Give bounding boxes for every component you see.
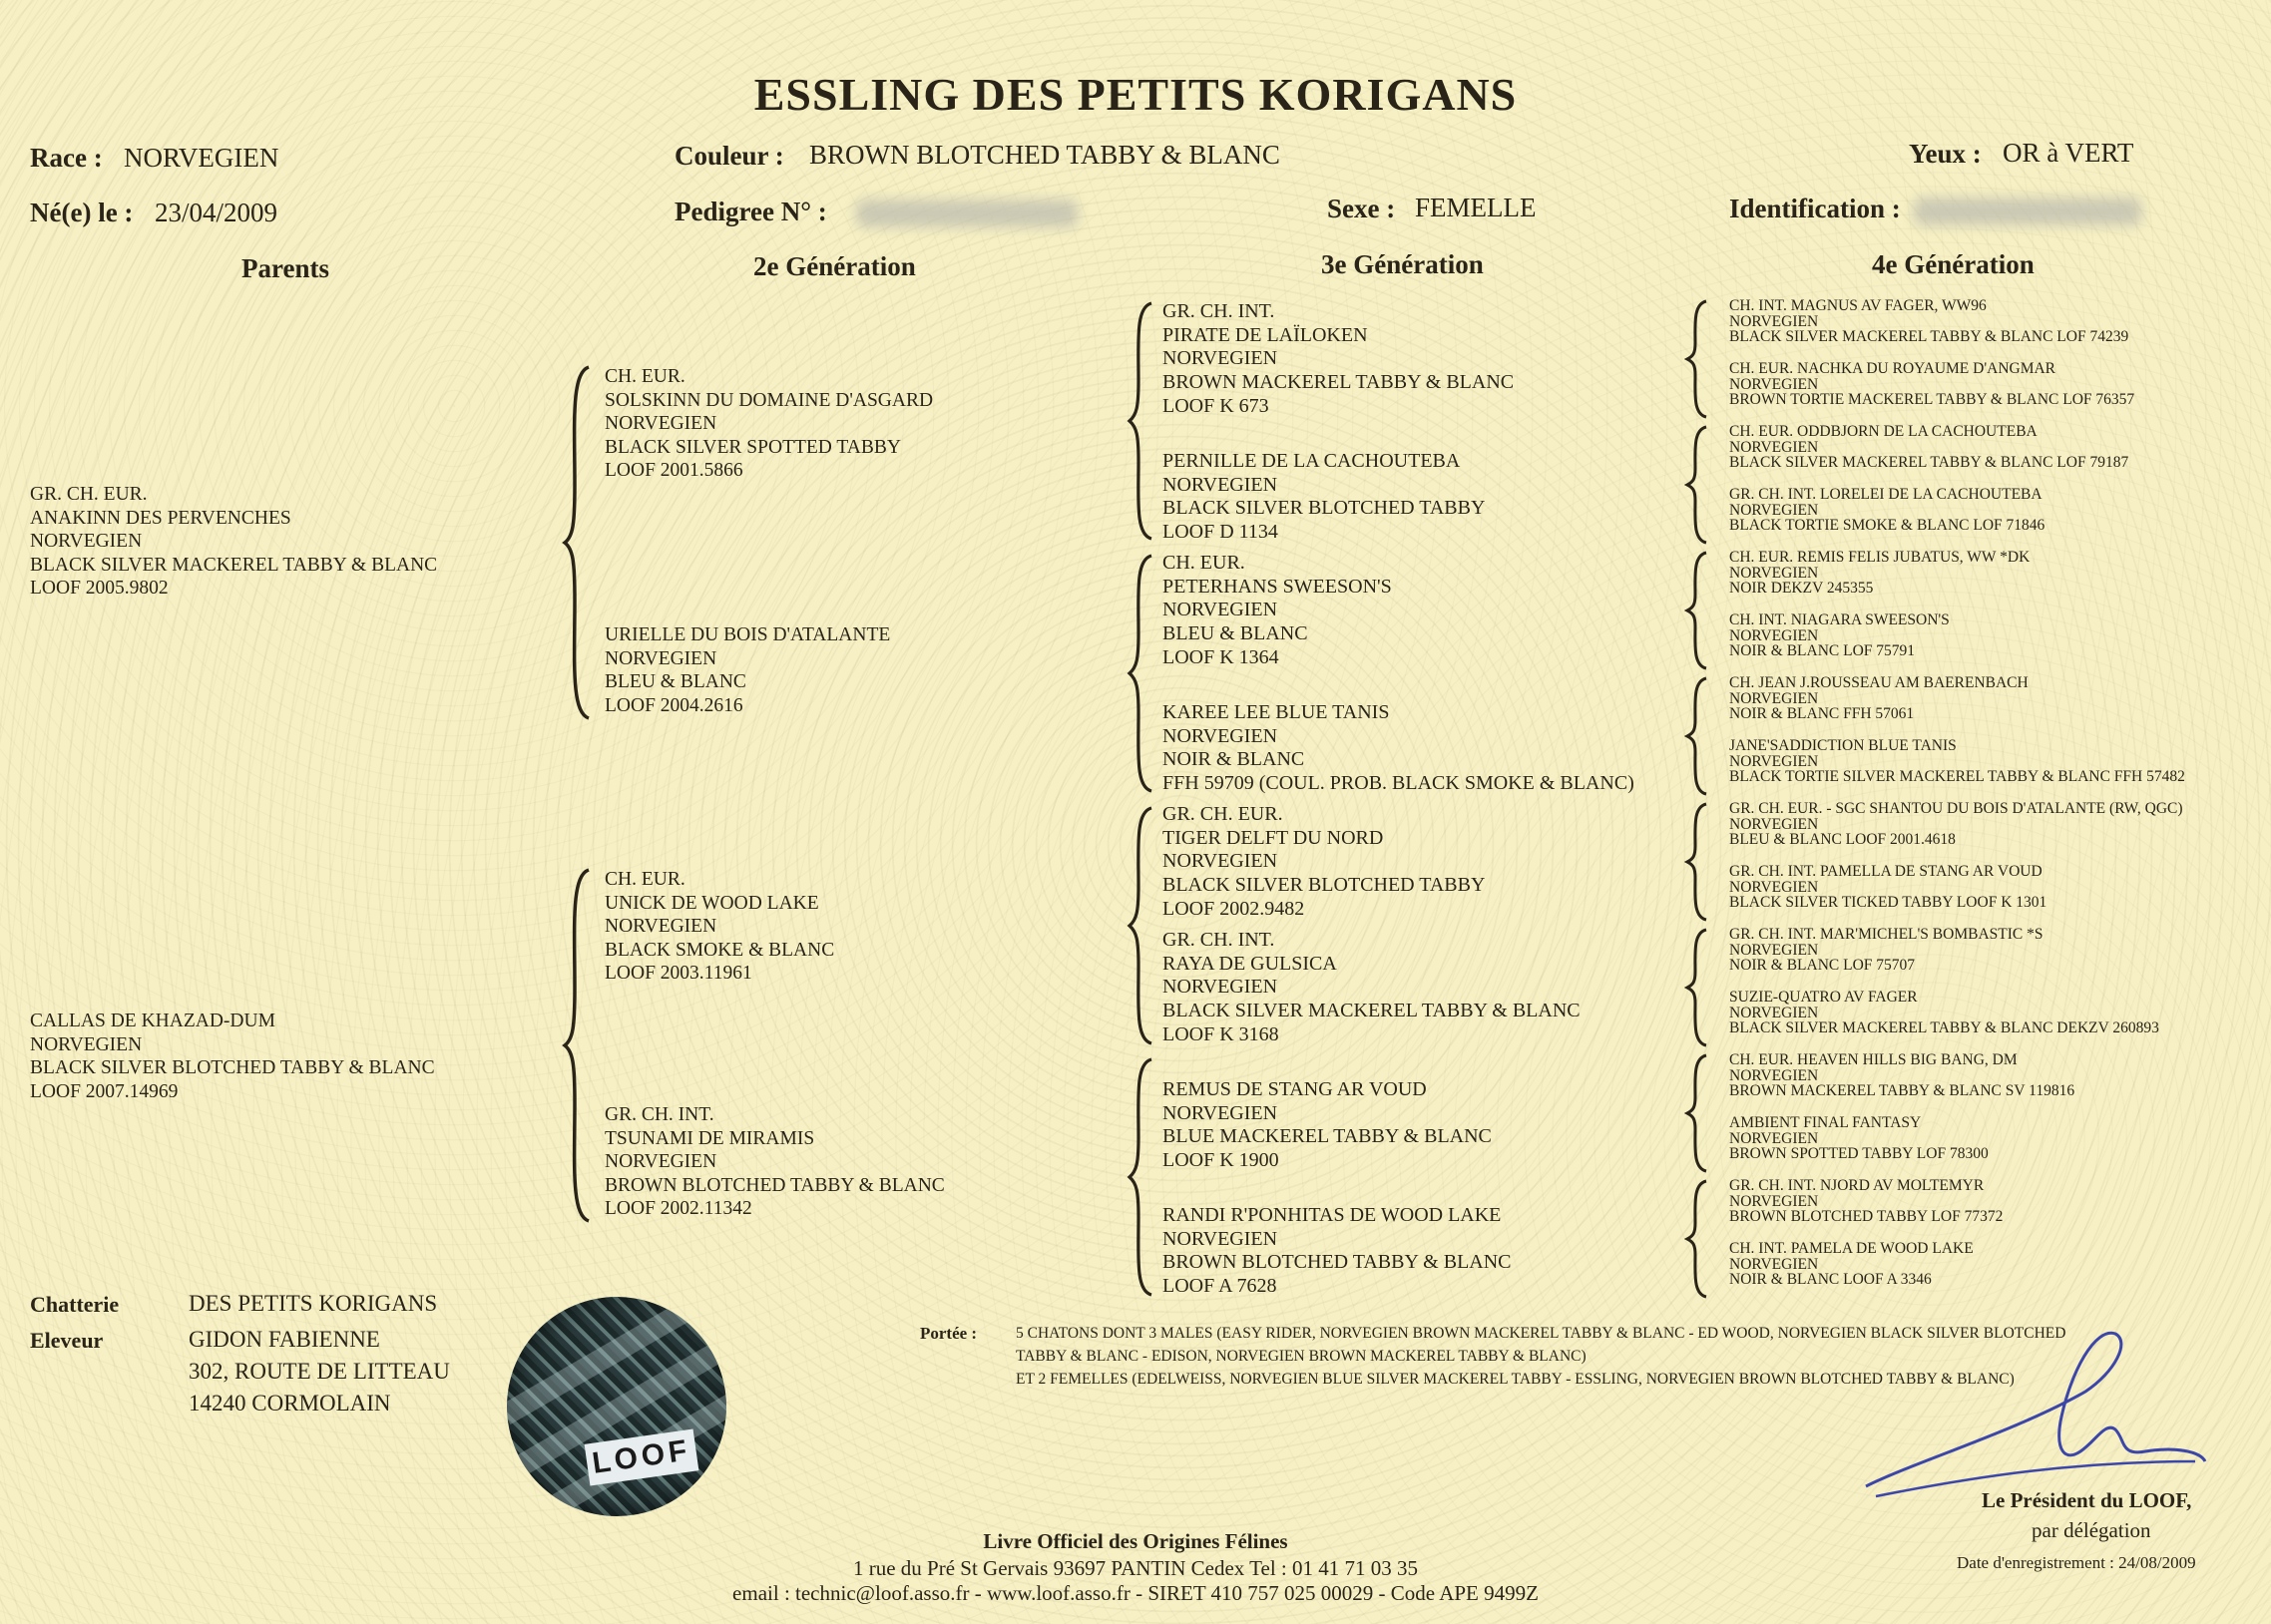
gen4-entry — [1729, 1178, 2003, 1225]
cat-name-title: ESSLING DES PETITS KORIGANS — [753, 69, 1518, 120]
race-value: NORVEGIEN — [124, 143, 279, 173]
entry-line: TSUNAMI DE MIRAMIS — [605, 1127, 815, 1149]
entry-line: PERNILLE DE LA CACHOUTEBA — [1162, 450, 1461, 472]
gen4-entry — [1729, 361, 2134, 408]
entry-line: NORVEGIEN — [1162, 1101, 1278, 1124]
entry-line: BLACK SILVER MACKEREL TABBY & BLANC LOF 74239 — [1729, 328, 2129, 346]
entry-line: LOOF 2005.9802 — [30, 578, 169, 599]
hologram-seal — [507, 1297, 726, 1516]
sexe-label: Sexe : — [1327, 194, 1396, 223]
entry-line: GR. CH. INT. LORELEI DE LA CACHOUTEBA — [1729, 486, 2043, 503]
entry-line: NORVEGIEN — [1162, 599, 1278, 621]
entry-line: BLACK SMOKE & BLANC — [605, 939, 835, 961]
gen3-brace — [1126, 806, 1155, 1045]
entry-line: PETERHANS SWEESON'S — [1162, 575, 1392, 598]
entry-line: NORVEGIEN — [1162, 976, 1278, 999]
gen4-entry — [1729, 1115, 1989, 1162]
entry-line: NORVEGIEN — [1729, 626, 1819, 644]
entry-line: LOOF K 673 — [1162, 394, 1269, 417]
portee-femelles: ET 2 FEMELLES (EDELWEISS, NORVEGIEN BLUE SILVER MACKEREL TABBY - ESSLING, NORVEGIEN BROWN BLOTCHED TABBY & BLANC) — [1016, 1371, 2015, 1388]
entry-line: NORVEGIEN — [1162, 347, 1278, 370]
entry-line: GR. CH. INT. — [1162, 929, 1275, 951]
yeux-label: Yeux : — [1909, 139, 1982, 169]
gen4-entry — [1729, 801, 2183, 848]
entry-line: CH. JEAN J.ROUSSEAU AM BAERENBACH — [1729, 674, 2029, 691]
entry-line: NORVEGIEN — [1162, 473, 1278, 496]
pedigree-number-label: Pedigree N° : — [675, 197, 827, 226]
gen3-brace — [1126, 1057, 1155, 1297]
entry-line: TIGER DELFT DU NORD — [1162, 826, 1384, 849]
entry-line: NORVEGIEN — [1729, 815, 1819, 833]
chatterie-value: DES PETITS KORIGANS — [189, 1291, 438, 1316]
yeux-value: OR à VERT — [2003, 138, 2134, 168]
entry-line: NORVEGIEN — [30, 1033, 143, 1055]
entry-line: LOOF 2007.14969 — [30, 1080, 179, 1102]
entry-line: GR. CH. INT. PAMELLA DE STANG AR VOUD — [1729, 863, 2043, 880]
entry-line: GR. CH. INT. NJORD AV MOLTEMYR — [1729, 1177, 1985, 1194]
entry-line: FFH 59709 (COUL. PROB. BLACK SMOKE & BLANC) — [1162, 772, 1634, 795]
entry-line: BLACK SILVER BLOTCHED TABBY — [1162, 874, 1486, 897]
entry-line: NORVEGIEN — [1729, 1129, 1819, 1147]
entry-line: BLACK TORTIE SMOKE & BLANC LOF 71846 — [1729, 517, 2045, 535]
entry-line: UNICK DE WOOD LAKE — [605, 892, 819, 914]
gen3-entry — [1162, 300, 1514, 419]
entry-line: AMBIENT FINAL FANTASY — [1729, 1114, 1922, 1131]
gen2-brace-dam — [561, 868, 593, 1223]
gen2-entry — [605, 365, 933, 483]
entry-line: NORVEGIEN — [1729, 564, 1819, 582]
entry-line: SUZIE-QUATRO AV FAGER — [1729, 989, 1918, 1006]
entry-line: BLACK SILVER MACKEREL TABBY & BLANC LOF 79187 — [1729, 454, 2129, 472]
president-title: Le Président du LOOF, — [1982, 1488, 2192, 1512]
entry-line: NORVEGIEN — [1729, 1004, 1819, 1021]
registration-date: Date d'enregistrement : 24/08/2009 — [1957, 1553, 2196, 1572]
entry-line: LOOF D 1134 — [1162, 521, 1278, 544]
redacted-pedigree-number — [856, 200, 1078, 227]
gen3-entry — [1162, 552, 1392, 670]
entry-line: BLACK SILVER BLOTCHED TABBY & BLANC — [30, 1057, 435, 1078]
entry-line: NORVEGIEN — [1729, 438, 1819, 456]
entry-line: BLEU & BLANC — [605, 671, 746, 692]
org-address: 1 rue du Pré St Gervais 93697 PANTIN Cedex Tel : 01 41 71 03 35 — [852, 1556, 1419, 1580]
gen4-brace — [1684, 425, 1710, 545]
entry-line: LOOF A 7628 — [1162, 1275, 1277, 1298]
portee-males: 5 CHATONS DONT 3 MALES (EASY RIDER, NORVEGIEN BROWN MACKEREL TABBY & BLANC - ED WOOD, NORVEGIEN BLACK SILVER BLOTCHED TABBY & BLANC - EDISON, NORVEGIEN BROWN MACKEREL TABBY & BLANC) — [1016, 1325, 2066, 1365]
seal-text: LOOF — [585, 1429, 699, 1486]
entry-line: BROWN BLOTCHED TABBY & BLANC — [1162, 1251, 1512, 1274]
race-label: Race : — [30, 143, 103, 173]
gen3-brace — [1126, 301, 1155, 541]
entry-line: BLACK TORTIE SILVER MACKEREL TABBY & BLANC FFH 57482 — [1729, 768, 2185, 786]
gen3-entry — [1162, 1078, 1492, 1173]
address-line: 302, ROUTE DE LITTEAU — [189, 1359, 450, 1384]
entry-line: BROWN MACKEREL TABBY & BLANC — [1162, 371, 1515, 394]
entry-line: NOIR & BLANC LOF 75707 — [1729, 957, 1916, 975]
gen4-entry — [1729, 864, 2046, 911]
entry-line: CH. EUR. — [605, 366, 685, 387]
entry-line: NORVEGIEN — [1729, 501, 1819, 519]
entry-line: NORVEGIEN — [1729, 1255, 1819, 1273]
eleveur-name: GIDON FABIENNE — [189, 1327, 380, 1352]
entry-line: BLEU & BLANC — [1162, 622, 1308, 645]
entry-line: RAYA DE GULSICA — [1162, 952, 1337, 975]
gen4-entry — [1729, 424, 2128, 471]
president-signature — [1856, 1312, 2215, 1511]
entry-line: LOOF 2004.2616 — [605, 694, 743, 716]
gen3-heading: 3e Génération — [1321, 249, 1484, 279]
entry-line: LOOF K 3168 — [1162, 1022, 1279, 1045]
entry-line: NORVEGIEN — [605, 647, 717, 669]
gen4-entry — [1729, 675, 2029, 722]
entry-line: LOOF 2002.9482 — [1162, 897, 1305, 920]
gen4-brace — [1684, 1053, 1710, 1173]
entry-line: NORVEGIEN — [1162, 724, 1278, 747]
entry-line: RANDI R'PONHITAS DE WOOD LAKE — [1162, 1204, 1502, 1226]
entry-line: NORVEGIEN — [605, 413, 717, 434]
entry-line: GR. CH. EUR. - SGC SHANTOU DU BOIS D'ATALANTE (RW, QGC) — [1729, 800, 2183, 817]
parents-heading: Parents — [241, 253, 329, 283]
entry-line: JANE'SADDICTION BLUE TANIS — [1729, 737, 1957, 754]
gen4-entry — [1729, 298, 2128, 345]
gen4-entry — [1729, 990, 2159, 1036]
entry-line: CH. EUR. ODDBJORN DE LA CACHOUTEBA — [1729, 423, 2038, 440]
entry-line: NOIR DEKZV 245355 — [1729, 580, 1874, 598]
entry-line: LOOF 2003.11961 — [605, 963, 752, 984]
dam-entry — [30, 1010, 435, 1103]
entry-line: CH. EUR. HEAVEN HILLS BIG BANG, DM — [1729, 1051, 2018, 1068]
org-name: Livre Officiel des Origines Félines — [983, 1529, 1288, 1553]
entry-line: NOIR & BLANC LOOF A 3346 — [1729, 1271, 1932, 1289]
entry-line: CH. INT. NIAGARA SWEESON'S — [1729, 611, 1950, 628]
entry-line: BROWN BLOTCHED TABBY LOF 77372 — [1729, 1208, 2004, 1226]
couleur-label: Couleur : — [675, 141, 784, 171]
entry-line: BLEU & BLANC LOOF 2001.4618 — [1729, 831, 1956, 849]
entry-line: NORVEGIEN — [1729, 941, 1819, 959]
entry-line: BROWN MACKEREL TABBY & BLANC SV 119816 — [1729, 1082, 2075, 1100]
gen3-entry — [1162, 929, 1581, 1047]
entry-line: LOOF K 1364 — [1162, 645, 1279, 668]
gen4-entry — [1729, 927, 2043, 974]
gen3-entry — [1162, 701, 1634, 796]
entry-line: NORVEGIEN — [605, 1151, 717, 1172]
entry-line: CH. INT. PAMELA DE WOOD LAKE — [1729, 1240, 1974, 1257]
entry-line: NOIR & BLANC LOF 75791 — [1729, 642, 1916, 660]
entry-line: GR. CH. EUR. — [30, 484, 148, 505]
birth-date-label: Né(e) le : — [30, 198, 134, 227]
eleveur-label: Eleveur — [30, 1328, 104, 1353]
delegation-text: par délégation — [2032, 1518, 2151, 1542]
entry-line: BROWN SPOTTED TABBY LOF 78300 — [1729, 1145, 1989, 1163]
entry-line: NORVEGIEN — [1729, 689, 1819, 707]
sire-entry — [30, 483, 437, 601]
entry-line: BROWN TORTIE MACKEREL TABBY & BLANC LOF 76357 — [1729, 391, 2135, 409]
gen4-entry — [1729, 738, 2185, 785]
entry-line: ANAKINN DES PERVENCHES — [30, 507, 291, 529]
gen4-brace — [1684, 676, 1710, 796]
entry-line: NORVEGIEN — [605, 916, 717, 937]
entry-line: NORVEGIEN — [1729, 752, 1819, 770]
entry-line: CH. EUR. NACHKA DU ROYAUME D'ANGMAR — [1729, 360, 2056, 377]
entry-line: NOIR & BLANC — [1162, 748, 1305, 771]
gen3-entry — [1162, 450, 1485, 545]
entry-line: CH. EUR. — [1162, 552, 1245, 574]
entry-line: GR. CH. INT. — [605, 1104, 714, 1125]
entry-line: NORVEGIEN — [1729, 312, 1819, 330]
entry-line: NORVEGIEN — [1729, 1066, 1819, 1084]
entry-line: NORVEGIEN — [1162, 850, 1278, 873]
gen4-brace — [1684, 551, 1710, 670]
entry-line: BROWN BLOTCHED TABBY & BLANC — [605, 1174, 945, 1196]
gen4-entry — [1729, 1241, 1974, 1288]
entry-line: BLACK SILVER MACKEREL TABBY & BLANC — [30, 554, 438, 576]
entry-line: BLUE MACKEREL TABBY & BLANC — [1162, 1125, 1492, 1148]
entry-line: CH. INT. MAGNUS AV FAGER, WW96 — [1729, 297, 1987, 314]
gen4-brace — [1684, 802, 1710, 922]
gen2-entry — [605, 868, 834, 986]
gen4-entry — [1729, 1052, 2074, 1099]
entry-line: BLACK SILVER BLOTCHED TABBY — [1162, 497, 1486, 520]
entry-line: BLACK SILVER TICKED TABBY LOOF K 1301 — [1729, 894, 2047, 912]
entry-line: BLACK SILVER MACKEREL TABBY & BLANC — [1162, 1000, 1581, 1022]
gen4-entry — [1729, 487, 2044, 534]
entry-line: NORVEGIEN — [1729, 1192, 1819, 1210]
gen4-brace — [1684, 928, 1710, 1047]
entry-line: SOLSKINN DU DOMAINE D'ASGARD — [605, 389, 934, 411]
gen3-brace — [1126, 554, 1155, 793]
gen3-entry — [1162, 1204, 1512, 1299]
gen4-brace — [1684, 1179, 1710, 1299]
gen4-entry — [1729, 550, 2030, 597]
entry-line: BLACK SILVER MACKEREL TABBY & BLANC DEKZV 260893 — [1729, 1019, 2159, 1037]
couleur-value: BROWN BLOTCHED TABBY & BLANC — [809, 140, 1280, 170]
gen2-entry — [605, 623, 890, 717]
redacted-identification — [1914, 198, 2141, 225]
org-contact: email : technic@loof.asso.fr - www.loof.asso.fr - SIRET 410 757 025 00029 - Code APE 9499Z — [732, 1581, 1539, 1605]
identification-label: Identification : — [1729, 194, 1901, 223]
entry-line: NOIR & BLANC FFH 57061 — [1729, 705, 1915, 723]
gen4-brace — [1684, 299, 1710, 419]
gen2-entry — [605, 1103, 945, 1221]
portee-label: Portée : — [920, 1324, 978, 1343]
entry-line: CALLAS DE KHAZAD-DUM — [30, 1011, 275, 1031]
entry-line: CH. EUR. REMIS FELIS JUBATUS, WW *DK — [1729, 549, 2031, 566]
sexe-value: FEMELLE — [1415, 193, 1537, 222]
entry-line: CH. EUR. — [605, 869, 685, 890]
entry-line: GR. CH. EUR. — [1162, 803, 1283, 825]
gen2-brace-sire — [561, 365, 593, 720]
entry-line: NORVEGIEN — [30, 531, 143, 552]
birth-date-value: 23/04/2009 — [155, 198, 278, 227]
entry-line: NORVEGIEN — [1162, 1227, 1278, 1250]
entry-line: GR. CH. INT. — [1162, 300, 1275, 322]
gen3-entry — [1162, 803, 1485, 922]
entry-line: BLACK SILVER SPOTTED TABBY — [605, 436, 901, 458]
gen2-heading: 2e Génération — [753, 251, 916, 281]
entry-line: LOOF 2001.5866 — [605, 460, 743, 481]
entry-line: LOOF K 1900 — [1162, 1149, 1279, 1172]
entry-line: NORVEGIEN — [1729, 375, 1819, 393]
entry-line: NORVEGIEN — [1729, 878, 1819, 896]
entry-line: REMUS DE STANG AR VOUD — [1162, 1078, 1427, 1100]
entry-line: KAREE LEE BLUE TANIS — [1162, 701, 1390, 723]
chatterie-label: Chatterie — [30, 1292, 120, 1317]
gen4-entry — [1729, 612, 1950, 659]
entry-line: PIRATE DE LAÏLOKEN — [1162, 323, 1368, 346]
entry-line: GR. CH. INT. MAR'MICHEL'S BOMBASTIC *S — [1729, 926, 2044, 943]
gen4-heading: 4e Génération — [1872, 249, 2035, 279]
entry-line: URIELLE DU BOIS D'ATALANTE — [605, 624, 891, 645]
address-line: 14240 CORMOLAIN — [189, 1391, 391, 1416]
entry-line: LOOF 2002.11342 — [605, 1198, 752, 1219]
